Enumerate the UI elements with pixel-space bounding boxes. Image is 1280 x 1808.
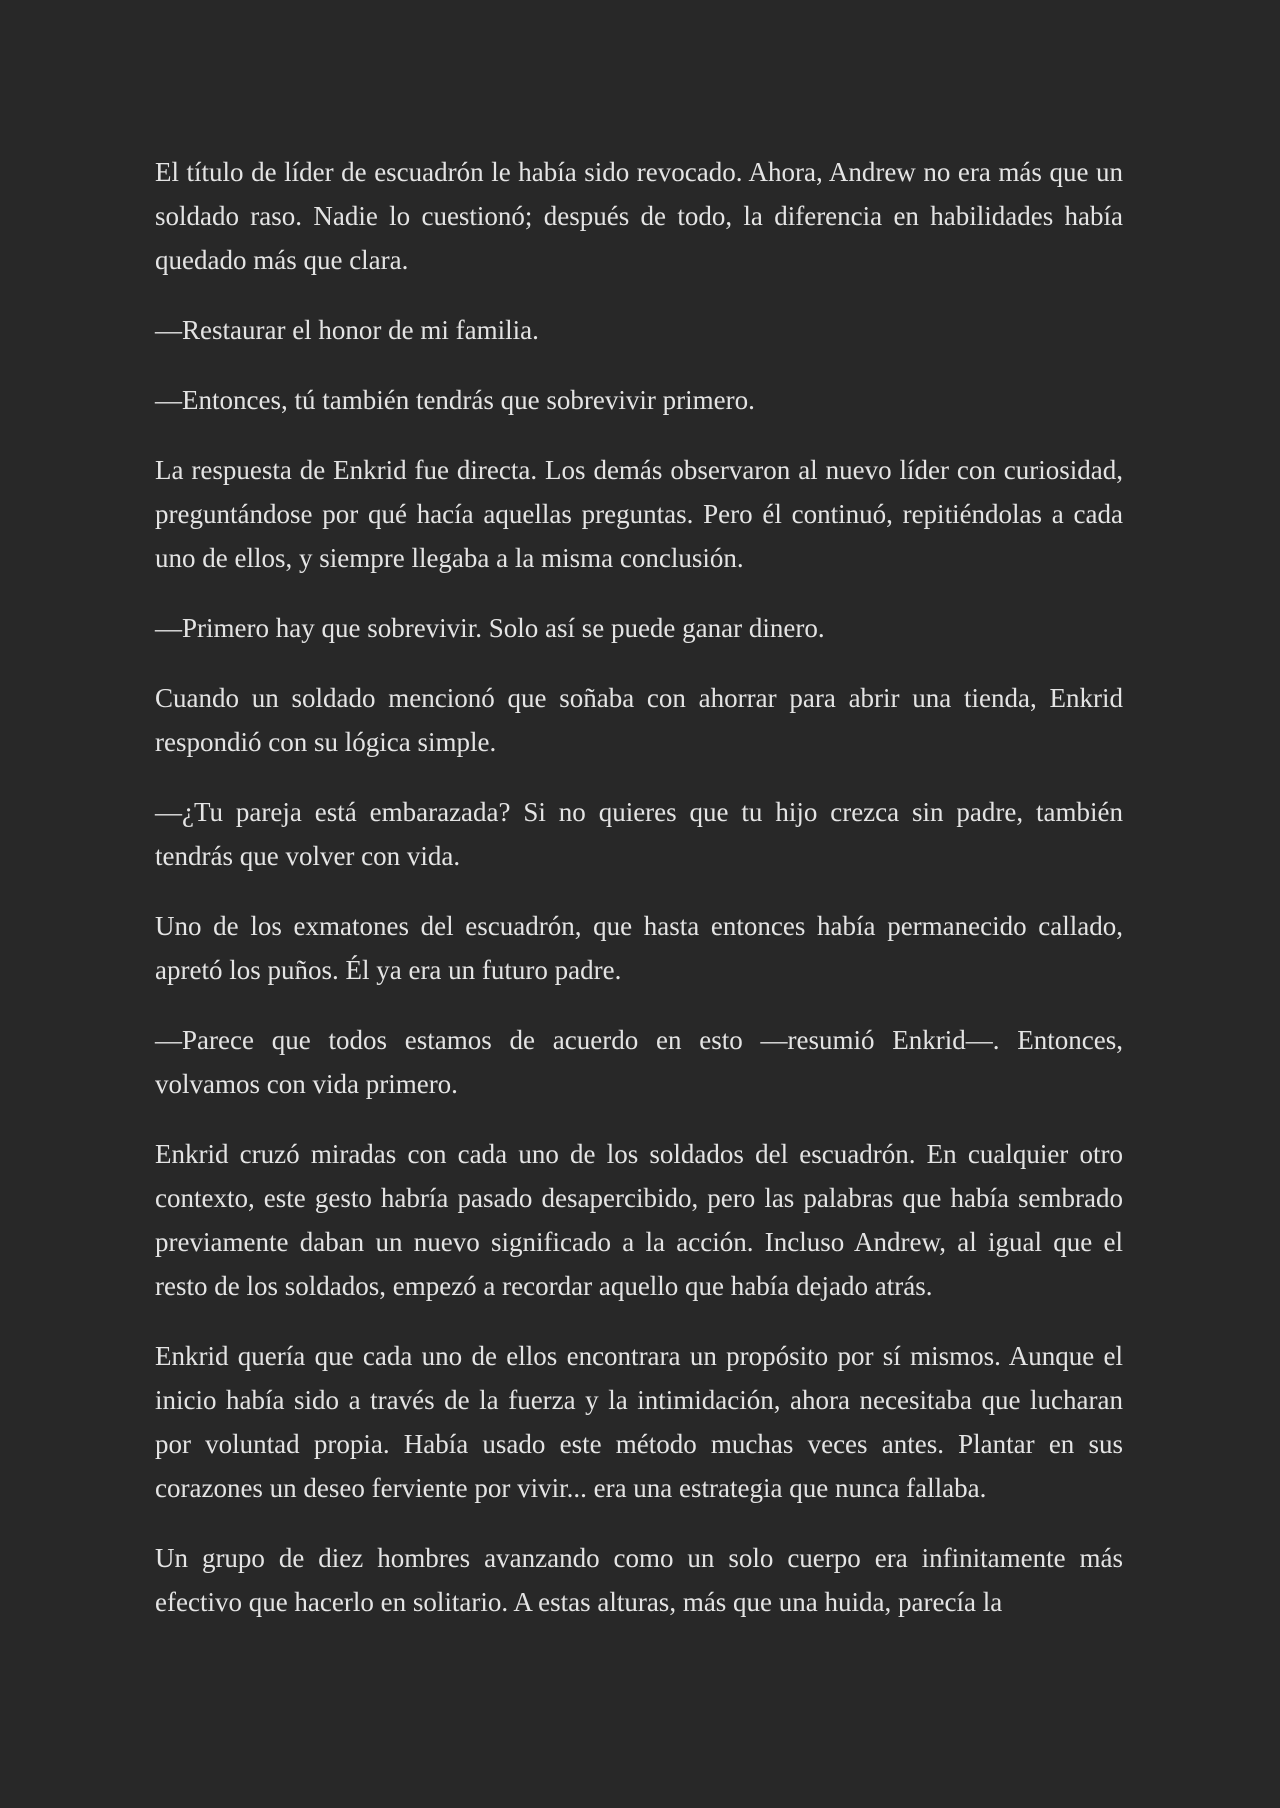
paragraph-2: —Restaurar el honor de mi familia. [155, 315, 539, 345]
paragraph-6: Cuando un soldado mencionó que soñaba con ahorrar para abrir una tienda, Enkrid respondió con su lógica simple. [155, 683, 1123, 757]
paragraph-4: La respuesta de Enkrid fue directa. Los demás observaron al nuevo líder con curiosidad, preguntándose por qué hacía aquellas preguntas. Pero él continuó, repitiéndolas a cada uno de ellos, y siempre llegaba a la misma conclusión. [155, 455, 1123, 573]
paragraph-3: —Entonces, tú también tendrás que sobrevivir primero. [155, 385, 755, 415]
paragraph-12: Un grupo de diez hombres avanzando como un solo cuerpo era infinitamente más efectivo que hacerlo en solitario. A estas alturas, más que una huida, parecía la [155, 1543, 1123, 1617]
paragraph-8: Uno de los exmatones del escuadrón, que hasta entonces había permanecido callado, apretó los puños. Él ya era un futuro padre. [155, 911, 1123, 985]
paragraph-1: El título de líder de escuadrón le había sido revocado. Ahora, Andrew no era más que un soldado raso. Nadie lo cuestionó; después de todo, la diferencia en habilidades había quedado más que clara. [155, 157, 1123, 275]
paragraph-10: Enkrid cruzó miradas con cada uno de los soldados del escuadrón. En cualquier otro contexto, este gesto habría pasado desapercibido, pero las palabras que había sembrado previamente daban un nuevo significado a la acción. Incluso Andrew, al igual que el resto de los soldados, empezó a recordar aquello que había dejado atrás. [155, 1139, 1123, 1301]
chapter-text [155, 150, 1123, 1624]
paragraph-11: Enkrid quería que cada uno de ellos encontrara un propósito por sí mismos. Aunque el inicio había sido a través de la fuerza y la intimidación, ahora necesitaba que lucharan por voluntad propia. Había usado este método muchas veces antes. Plantar en sus corazones un deseo ferviente por vivir... era una estrategia que nunca fallaba. [155, 1341, 1123, 1503]
paragraph-5: —Primero hay que sobrevivir. Solo así se puede ganar dinero. [155, 613, 825, 643]
paragraph-9: —Parece que todos estamos de acuerdo en esto —resumió Enkrid—. Entonces, volvamos con vida primero. [155, 1025, 1123, 1099]
paragraph-7: —¿Tu pareja está embarazada? Si no quieres que tu hijo crezca sin padre, también tendrás que volver con vida. [155, 797, 1123, 871]
